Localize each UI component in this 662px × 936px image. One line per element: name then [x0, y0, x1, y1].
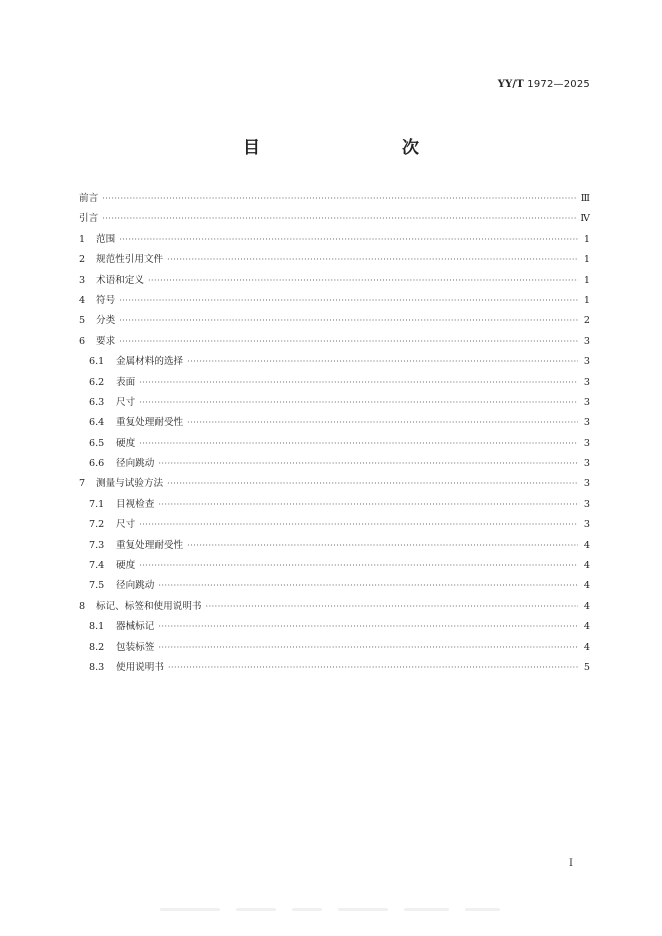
dot-leader	[139, 393, 578, 413]
toc-entry-label: 分类	[96, 315, 116, 327]
dot-leader	[139, 434, 578, 454]
toc-entry-number: 6.6	[89, 458, 105, 470]
toc-entry-page: 3	[583, 376, 590, 388]
toc-entry-number: 8.2	[89, 641, 105, 653]
toc-entry-page: 3	[583, 458, 590, 470]
toc-entry-page: 4	[583, 641, 590, 653]
toc-entry-number: 4	[79, 294, 86, 306]
toc-entry-number: 7.3	[89, 539, 105, 551]
toc-entry-label: 使用说明书	[116, 661, 164, 673]
toc-entry[interactable]	[79, 474, 590, 494]
toc-entry-page: 3	[583, 498, 590, 510]
dot-leader	[119, 291, 578, 311]
toc-entry-page: 4	[583, 560, 590, 572]
toc-entry-page: Ⅳ	[580, 213, 590, 225]
dot-leader	[139, 373, 578, 393]
toc-entry-page: 3	[583, 519, 590, 531]
toc-entry-page: 4	[583, 600, 590, 612]
dot-leader	[119, 230, 578, 250]
page-title: 目 次	[243, 138, 455, 158]
toc-entry-number: 7	[79, 478, 86, 490]
toc-entry-label: 前言	[79, 193, 99, 204]
dot-leader	[158, 454, 578, 474]
toc-entry[interactable]	[79, 536, 590, 556]
page-number: I	[569, 858, 573, 869]
toc-entry-number: 6.5	[89, 437, 105, 449]
toc-entry[interactable]	[79, 556, 590, 576]
toc-entry-label: 术语和定义	[96, 274, 144, 286]
toc-entry-number: 8.3	[89, 661, 105, 673]
toc-entry[interactable]	[79, 291, 590, 311]
toc-entry[interactable]	[79, 515, 590, 535]
toc-entry[interactable]	[79, 638, 590, 658]
toc-entry-page: 4	[583, 539, 590, 551]
toc-entry-label: 表面	[116, 376, 136, 388]
toc-entry-page: 3	[583, 335, 590, 347]
toc-entry-page: 3	[583, 437, 590, 449]
toc-entry[interactable]	[79, 352, 590, 372]
toc-entry-number: 6.2	[89, 376, 105, 388]
dot-leader	[148, 271, 578, 291]
toc-entry-label: 测量与试验方法	[96, 478, 164, 490]
toc-entry-number: 7.4	[89, 560, 105, 572]
toc-entry[interactable]	[79, 230, 590, 250]
footer-watermark-strip	[160, 904, 500, 914]
toc-entry-label: 径向跳动	[116, 458, 155, 470]
toc-entry[interactable]	[79, 597, 590, 617]
dot-leader	[187, 536, 578, 556]
dot-leader	[158, 638, 578, 658]
toc-entry-label: 金属材料的选择	[116, 356, 184, 368]
toc-entry-number: 7.5	[89, 580, 105, 592]
toc-entry[interactable]	[79, 189, 590, 209]
dot-leader	[206, 597, 578, 617]
toc-entry-number: 5	[79, 315, 86, 327]
toc-entry[interactable]	[79, 454, 590, 474]
toc-entry-number: 7.2	[89, 519, 105, 531]
toc-entry-label: 规范性引用文件	[96, 254, 164, 266]
toc-entry-page: 1	[583, 233, 590, 245]
table-of-contents	[79, 189, 590, 678]
toc-entry-page: 3	[583, 417, 590, 429]
toc-entry-number: 7.1	[89, 498, 105, 510]
dot-leader	[187, 352, 578, 372]
toc-entry-page: 3	[583, 356, 590, 368]
toc-entry-label: 尺寸	[116, 519, 136, 531]
toc-entry-label: 包装标签	[116, 641, 155, 653]
toc-entry[interactable]	[79, 209, 590, 229]
dot-leader	[139, 515, 578, 535]
toc-entry[interactable]	[79, 271, 590, 291]
toc-entry-label: 硬度	[116, 560, 136, 572]
toc-entry[interactable]	[79, 311, 590, 331]
toc-entry-label: 范围	[96, 233, 116, 245]
toc-entry[interactable]	[79, 576, 590, 596]
toc-entry-label: 尺寸	[116, 396, 136, 408]
toc-entry-page: 2	[583, 315, 590, 327]
dot-leader	[119, 332, 578, 352]
toc-entry-number: 6.4	[89, 417, 105, 429]
toc-entry-page: 4	[583, 580, 590, 592]
toc-entry-page: 4	[583, 621, 590, 633]
toc-entry-label: 目视检查	[116, 498, 155, 510]
toc-entry-label: 径向跳动	[116, 580, 155, 592]
dot-leader	[102, 209, 576, 229]
dot-leader	[167, 250, 578, 270]
toc-entry-number: 6.1	[89, 356, 105, 368]
dot-leader	[158, 576, 578, 596]
standard-code: 1972—2025	[527, 79, 590, 90]
toc-entry-page: 1	[583, 274, 590, 286]
toc-entry[interactable]	[79, 413, 590, 433]
toc-entry[interactable]	[79, 250, 590, 270]
toc-entry-label: 标记、标签和使用说明书	[96, 600, 202, 612]
toc-entry-page: 3	[583, 478, 590, 490]
toc-entry-number: 6.3	[89, 396, 105, 408]
dot-leader	[168, 658, 578, 678]
toc-entry[interactable]	[79, 332, 590, 352]
toc-entry-label: 硬度	[116, 437, 136, 449]
toc-entry[interactable]	[79, 658, 590, 678]
toc-entry-page: 1	[583, 254, 590, 266]
toc-entry-page: 1	[583, 294, 590, 306]
toc-entry-number: 8	[79, 600, 86, 612]
toc-entry[interactable]	[79, 495, 590, 515]
toc-entry-label: 重复处理耐受性	[116, 417, 184, 429]
dot-leader	[187, 413, 578, 433]
dot-leader	[158, 495, 578, 515]
toc-entry[interactable]	[79, 434, 590, 454]
dot-leader	[139, 556, 578, 576]
toc-entry-number: 8.1	[89, 621, 105, 633]
standard-number	[498, 79, 590, 90]
toc-entry-number: 3	[79, 274, 86, 286]
toc-entry[interactable]	[79, 393, 590, 413]
toc-entry-label: 重复处理耐受性	[116, 539, 184, 551]
toc-entry-page: 5	[583, 661, 590, 673]
dot-leader	[158, 617, 578, 637]
dot-leader	[167, 474, 578, 494]
toc-entry-number: 1	[79, 233, 86, 245]
toc-entry-number: 6	[79, 335, 86, 347]
toc-entry-number: 2	[79, 254, 86, 266]
toc-entry[interactable]	[79, 617, 590, 637]
toc-entry-label: 器械标记	[116, 621, 155, 633]
toc-entry-page: Ⅲ	[580, 193, 590, 204]
toc-entry[interactable]	[79, 373, 590, 393]
toc-entry-page: 3	[583, 396, 590, 408]
toc-entry-label: 要求	[96, 335, 116, 347]
standard-prefix: YY/T	[497, 79, 524, 90]
toc-entry-label: 引言	[79, 213, 99, 225]
toc-entry-label: 符号	[96, 294, 116, 306]
dot-leader	[102, 189, 577, 209]
dot-leader	[119, 311, 578, 331]
